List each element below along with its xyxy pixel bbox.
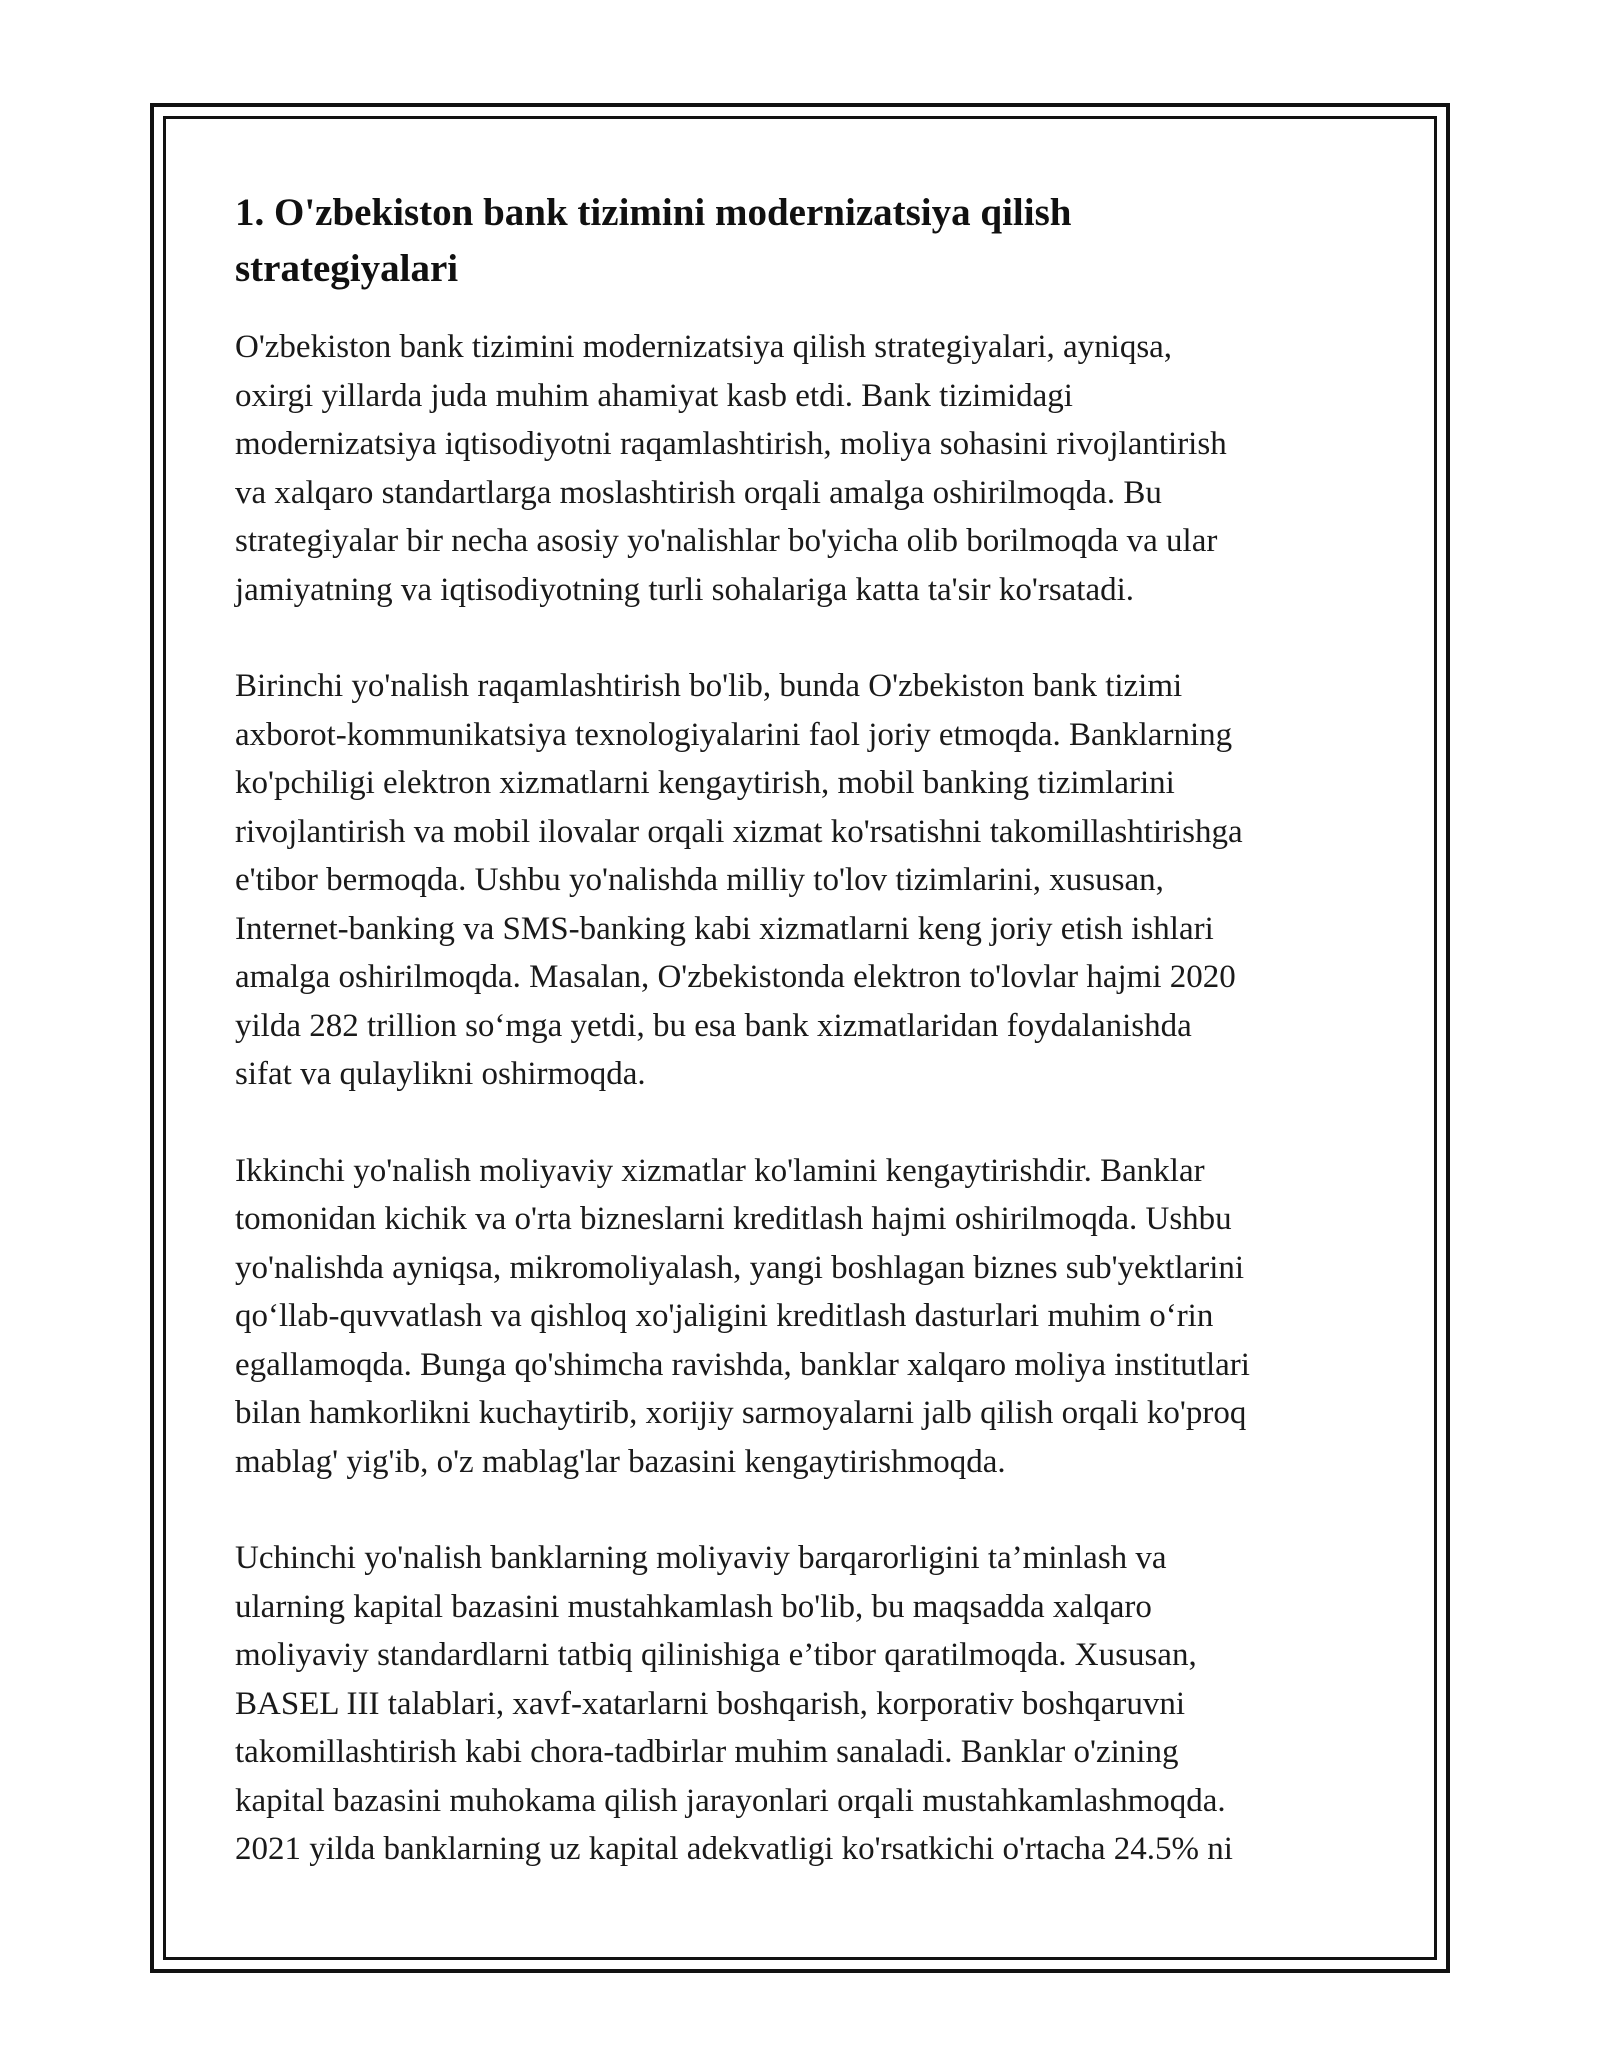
heading-line: strategiyalari	[235, 247, 459, 290]
text-line: kapital bazasini muhokama qilish jarayonlari orqali mustahkamlashmoqda.	[235, 1782, 1226, 1819]
text-line: takomillashtirish kabi chora-tadbirlar muhim sanaladi. Banklar o'zining	[235, 1734, 1179, 1770]
text-line: sifat va qulaylikni oshirmoqda.	[235, 1056, 646, 1092]
text-line: yilda 282 trillion so‘mga yetdi, bu esa bank xizmatlaridan foydalanishda	[235, 1007, 1192, 1044]
text-line: egallamoqda. Bunga qo'shimcha ravishda, banklar xalqaro moliya institutlari	[235, 1346, 1250, 1383]
heading-line: 1. O'zbekiston bank tizimini modernizatsiya qilish	[235, 191, 1072, 234]
text-line: Uchinchi yo'nalish banklarning moliyaviy barqarorligini ta’minlash va	[235, 1540, 1167, 1576]
text-line: mablag' yig'ib, o'z mablag'lar bazasini kengaytirishmoqda.	[235, 1443, 1006, 1480]
text-line: axborot-kommunikatsiya texnologiyalarini faol joriy etmoqda. Banklarning	[235, 716, 1233, 753]
text-line: e'tibor bermoqda. Ushbu yo'nalishda milliy to'lov tizimlarini, xususan,	[235, 862, 1164, 898]
text-line: va xalqaro standartlarga moslashtirish orqali amalga oshirilmoqda. Bu	[235, 474, 1162, 511]
text-line: modernizatsiya iqtisodiyotni raqamlashtirish, moliya sohasini rivojlantirish	[235, 426, 1227, 462]
paragraph-third-direction	[235, 1534, 1385, 1874]
text-line: jamiyatning va iqtisodiyotning turli sohalariga katta ta'sir ko'rsatadi.	[235, 571, 1135, 608]
paragraph-intro	[235, 323, 1385, 614]
text-line: amalga oshirilmoqda. Masalan, O'zbekistonda elektron to'lovlar hajmi 2020	[235, 959, 1236, 995]
text-line: O'zbekiston bank tizimini modernizatsiya qilish strategiyalari, ayniqsa,	[235, 329, 1173, 365]
text-line: 2021 yilda banklarning uz kapital adekvatligi ko'rsatkichi o'rtacha 24.5% ni	[235, 1831, 1233, 1867]
text-line: moliyaviy standardlarni tatbiq qilinishiga e’tibor qaratilmoqda. Xususan,	[235, 1637, 1197, 1673]
text-line: qo‘llab-quvvatlash va qishloq xo'jaligini kreditlash dasturlari muhim o‘rin	[235, 1298, 1214, 1334]
paragraph-second-direction	[235, 1147, 1385, 1487]
text-line: Ikkinchi yo'nalish moliyaviy xizmatlar ko'lamini kengaytirishdir. Banklar	[235, 1152, 1205, 1189]
text-line: strategiyalar bir necha asosiy yo'nalishlar bo'yicha olib borilmoqda va ular	[235, 523, 1218, 559]
section-heading	[235, 185, 1235, 297]
paragraph-first-direction	[235, 662, 1385, 1099]
document-body	[235, 185, 1385, 1922]
text-line: yo'nalishda ayniqsa, mikromoliyalash, yangi boshlagan biznes sub'yektlarini	[235, 1249, 1245, 1286]
text-line: Internet-banking va SMS-banking kabi xizmatlarni keng joriy etish ishlari	[235, 910, 1214, 947]
text-line: tomonidan kichik va o'rta bizneslarni kreditlash hajmi oshirilmoqda. Ushbu	[235, 1201, 1232, 1237]
text-line: ko'pchiligi elektron xizmatlarni kengaytirish, mobil banking tizimlarini	[235, 765, 1175, 801]
text-line: bilan hamkorlikni kuchaytirib, xorijiy sarmoyalarni jalb qilish orqali ko'proq	[235, 1395, 1247, 1431]
text-line: oxirgi yillarda juda muhim ahamiyat kasb etdi. Bank tizimidagi	[235, 377, 1073, 414]
text-line: ularning kapital bazasini mustahkamlash bo'lib, bu maqsadda xalqaro	[235, 1588, 1152, 1625]
text-line: Birinchi yo'nalish raqamlashtirish bo'lib, bunda O'zbekiston bank tizimi	[235, 668, 1183, 704]
text-line: BASEL III talablari, xavf-xatarlarni boshqarish, korporativ boshqaruvni	[235, 1685, 1186, 1722]
text-line: rivojlantirish va mobil ilovalar orqali xizmat ko'rsatishni takomillashtirishga	[235, 813, 1243, 850]
